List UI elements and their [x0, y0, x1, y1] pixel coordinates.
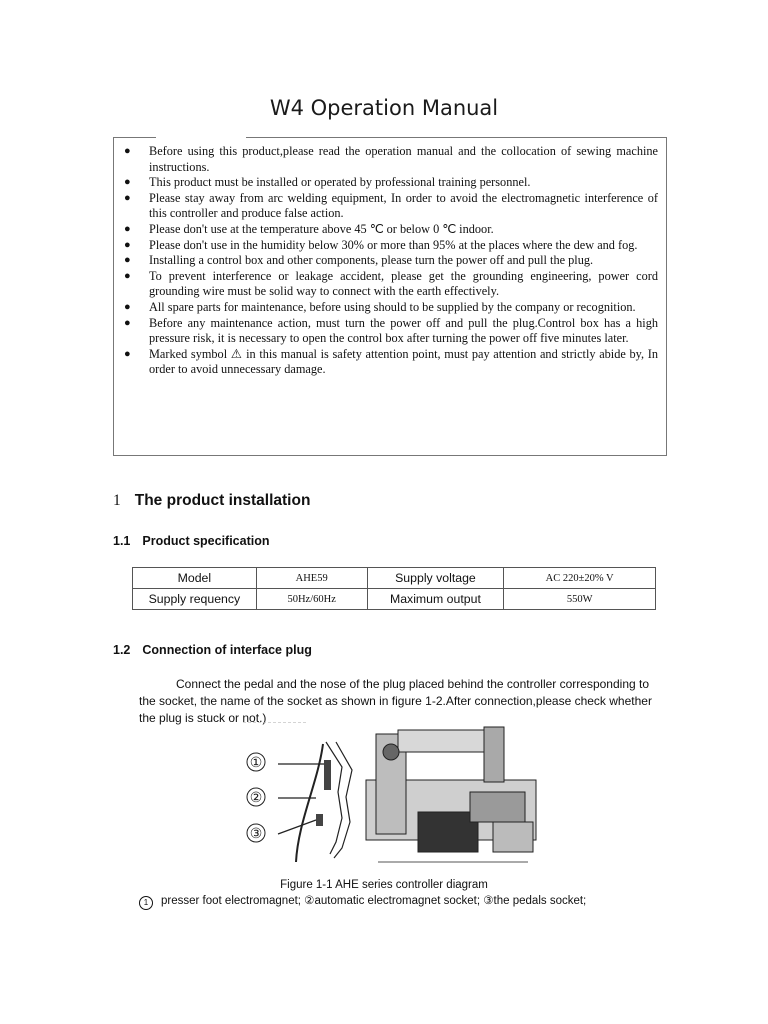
- bullet-icon: ●: [124, 254, 131, 267]
- section-title: The product installation: [134, 492, 311, 509]
- safety-notice-list: [114, 138, 666, 378]
- figure-legend: [139, 893, 586, 910]
- notice-item: ● Please don't use at the temperature above 45 ℃ or below 0 ℃ indoor.: [124, 221, 494, 236]
- bullet-icon: ●: [124, 176, 131, 189]
- subsection-heading-specification: [113, 534, 270, 548]
- notice-item: ● Before any maintenance action, must turn the power off and pull the plug.Control box has a high pressure risk, it is necessary to open the control box after turning the power off five minutes later.: [124, 315, 658, 346]
- subsection-number: 1.2: [113, 643, 131, 657]
- callout-label: ③: [249, 827, 263, 842]
- safety-notice-box: [113, 137, 667, 456]
- table-cell: 550W: [504, 589, 656, 610]
- legend-number-icon: 1: [139, 896, 153, 910]
- table-row: [133, 568, 656, 589]
- notice-item: ● Installing a control box and other components, please turn the power off and pull the plug.: [124, 253, 594, 268]
- table-cell: AHE59: [256, 568, 367, 589]
- callout-label: ②: [249, 791, 263, 806]
- notice-item: ● Marked symbol ⚠ in this manual is safety attention point, must pay attention and strictly abide by, In order to avoid unnecessary damage.: [124, 346, 658, 377]
- table-cell: Supply requency: [133, 589, 257, 610]
- table-cell: 50Hz/60Hz: [256, 589, 367, 610]
- subsection-title: Product specification: [142, 534, 270, 548]
- sewing-machine-diagram: [238, 722, 538, 872]
- table-cell: Supply voltage: [367, 568, 504, 589]
- notice-border-gap: [156, 136, 246, 140]
- bullet-icon: ●: [124, 269, 131, 282]
- notice-item: ● This product must be installed or operated by professional training personnel.: [124, 175, 531, 190]
- bullet-icon: ●: [124, 238, 131, 251]
- callout-label: ①: [249, 756, 263, 771]
- figure-caption: Figure 1-1 AHE series controller diagram: [280, 879, 488, 891]
- bullet-icon: ●: [124, 191, 131, 204]
- table-cell: AC 220±20% V: [504, 568, 656, 589]
- bullet-icon: ●: [124, 300, 131, 313]
- sewing-machine-sketch: [366, 727, 536, 862]
- controller-figure: [238, 722, 538, 877]
- figure-callout-labels: [247, 753, 265, 842]
- subsection-title: Connection of interface plug: [142, 643, 312, 657]
- section-number: 1: [113, 492, 121, 509]
- document-title: W4 Operation Manual: [269, 96, 499, 120]
- notice-item: ● Please stay away from arc welding equipment, In order to avoid the electromagnetic interference of this controller and produce false action.: [124, 190, 658, 221]
- bullet-icon: ●: [124, 347, 131, 360]
- table-cell: Model: [133, 568, 257, 589]
- notice-item: ● Please don't use in the humidity below 30% or more than 95% at the places where the dew and fog.: [124, 237, 638, 252]
- connection-paragraph: Connect the pedal and the nose of the plug placed behind the controller corresponding to the socket, the name of the socket as shown in figure 1-2.After connection,please check whether the plug is stuck or not.): [139, 677, 652, 725]
- notice-item: ● All spare parts for maintenance, before using should to be supplied by the company or recognition.: [124, 299, 636, 314]
- bullet-icon: ●: [124, 222, 131, 235]
- legend-text: presser foot electromagnet; ②automatic electromagnet socket; ③the pedals socket;: [161, 895, 587, 907]
- notice-item: ● Before using this product,please read the operation manual and the collocation of sewing machine instructions.: [124, 144, 658, 174]
- table-row: [133, 589, 656, 610]
- section-heading-installation: [113, 492, 310, 510]
- bullet-icon: ●: [124, 145, 131, 157]
- bullet-icon: ●: [124, 316, 131, 329]
- table-cell: Maximum output: [367, 589, 504, 610]
- notice-item: ● To prevent interference or leakage accident, please get the grounding engineering, power cord grounding wire must be solid way to connect with the earth effectively.: [124, 268, 658, 299]
- subsection-number: 1.1: [113, 534, 131, 548]
- subsection-heading-connection: [113, 643, 312, 657]
- product-spec-table: [132, 567, 656, 610]
